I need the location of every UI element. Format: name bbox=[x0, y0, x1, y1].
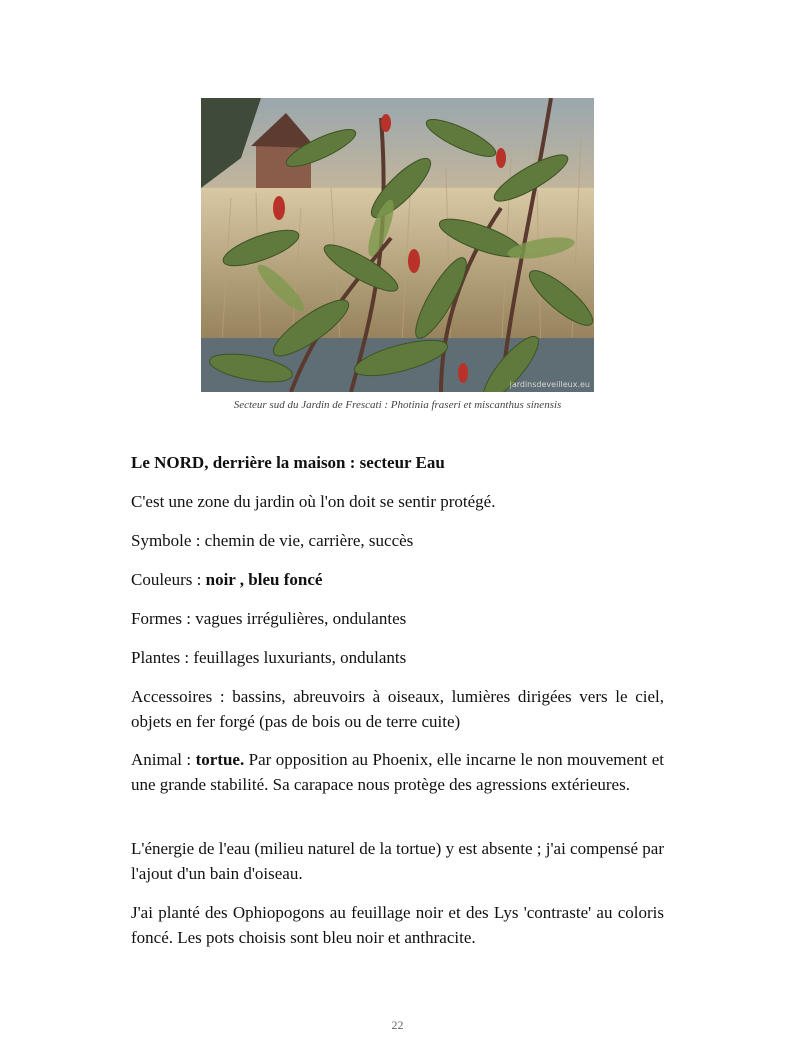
animal-rest: Par opposition au Phoenix, elle incarne le non mouvement et une grande stabilité. Sa carapace nous protège des agressions extérieures. bbox=[131, 750, 664, 794]
page-number: 22 bbox=[391, 1018, 404, 1032]
paragraph-couleurs bbox=[131, 567, 664, 592]
animal-value: tortue. bbox=[195, 750, 245, 769]
paragraph-plantes-text: Plantes : feuillages luxuriants, ondulants bbox=[131, 648, 407, 667]
paragraph-1-text: C'est une zone du jardin où l'on doit se sentir protégé. bbox=[131, 492, 496, 511]
paragraph-plantes bbox=[131, 645, 664, 670]
paragraph-formes-text: Formes : vagues irrégulières, ondulantes bbox=[131, 609, 407, 628]
paragraph-1 bbox=[131, 489, 664, 514]
paragraph-accessoires bbox=[131, 684, 664, 734]
couleurs-value: noir , bleu foncé bbox=[205, 570, 323, 589]
section-heading bbox=[131, 450, 664, 475]
heading-text: Le NORD, derrière la maison : secteur Eau bbox=[131, 453, 445, 472]
animal-label: Animal : bbox=[131, 750, 196, 769]
paragraph-animal bbox=[131, 747, 664, 797]
watermark: jardinsdeveilleux.eu bbox=[509, 380, 590, 389]
paragraph-formes bbox=[131, 606, 664, 631]
photo-caption: Secteur sud du Jardin de Frescati : Photinia fraseri et miscanthus sinensis bbox=[233, 399, 562, 411]
paragraph-symbole bbox=[131, 528, 664, 553]
paragraph-symbole-text: Symbole : chemin de vie, carrière, succès bbox=[131, 531, 414, 550]
garden-photo bbox=[201, 98, 594, 392]
paragraph-accessoires-text: Accessoires : bassins, abreuvoirs à oiseaux, lumières dirigées vers le ciel, objets en fer forgé (pas de bois ou de terre cuite) bbox=[131, 687, 664, 731]
paragraph-plante-text: J'ai planté des Ophiopogons au feuillage noir et des Lys 'contraste' au coloris foncé. Les pots choisis sont bleu noir et anthracite. bbox=[131, 903, 664, 947]
couleurs-label: Couleurs : bbox=[131, 570, 206, 589]
paragraph-energie bbox=[131, 836, 664, 886]
paragraph-energie-text: L'énergie de l'eau (milieu naturel de la tortue) y est absente ; j'ai compensé par l'ajout d'un bain d'oiseau. bbox=[131, 839, 664, 883]
paragraph-plante bbox=[131, 900, 664, 950]
photinia-image bbox=[201, 98, 594, 392]
